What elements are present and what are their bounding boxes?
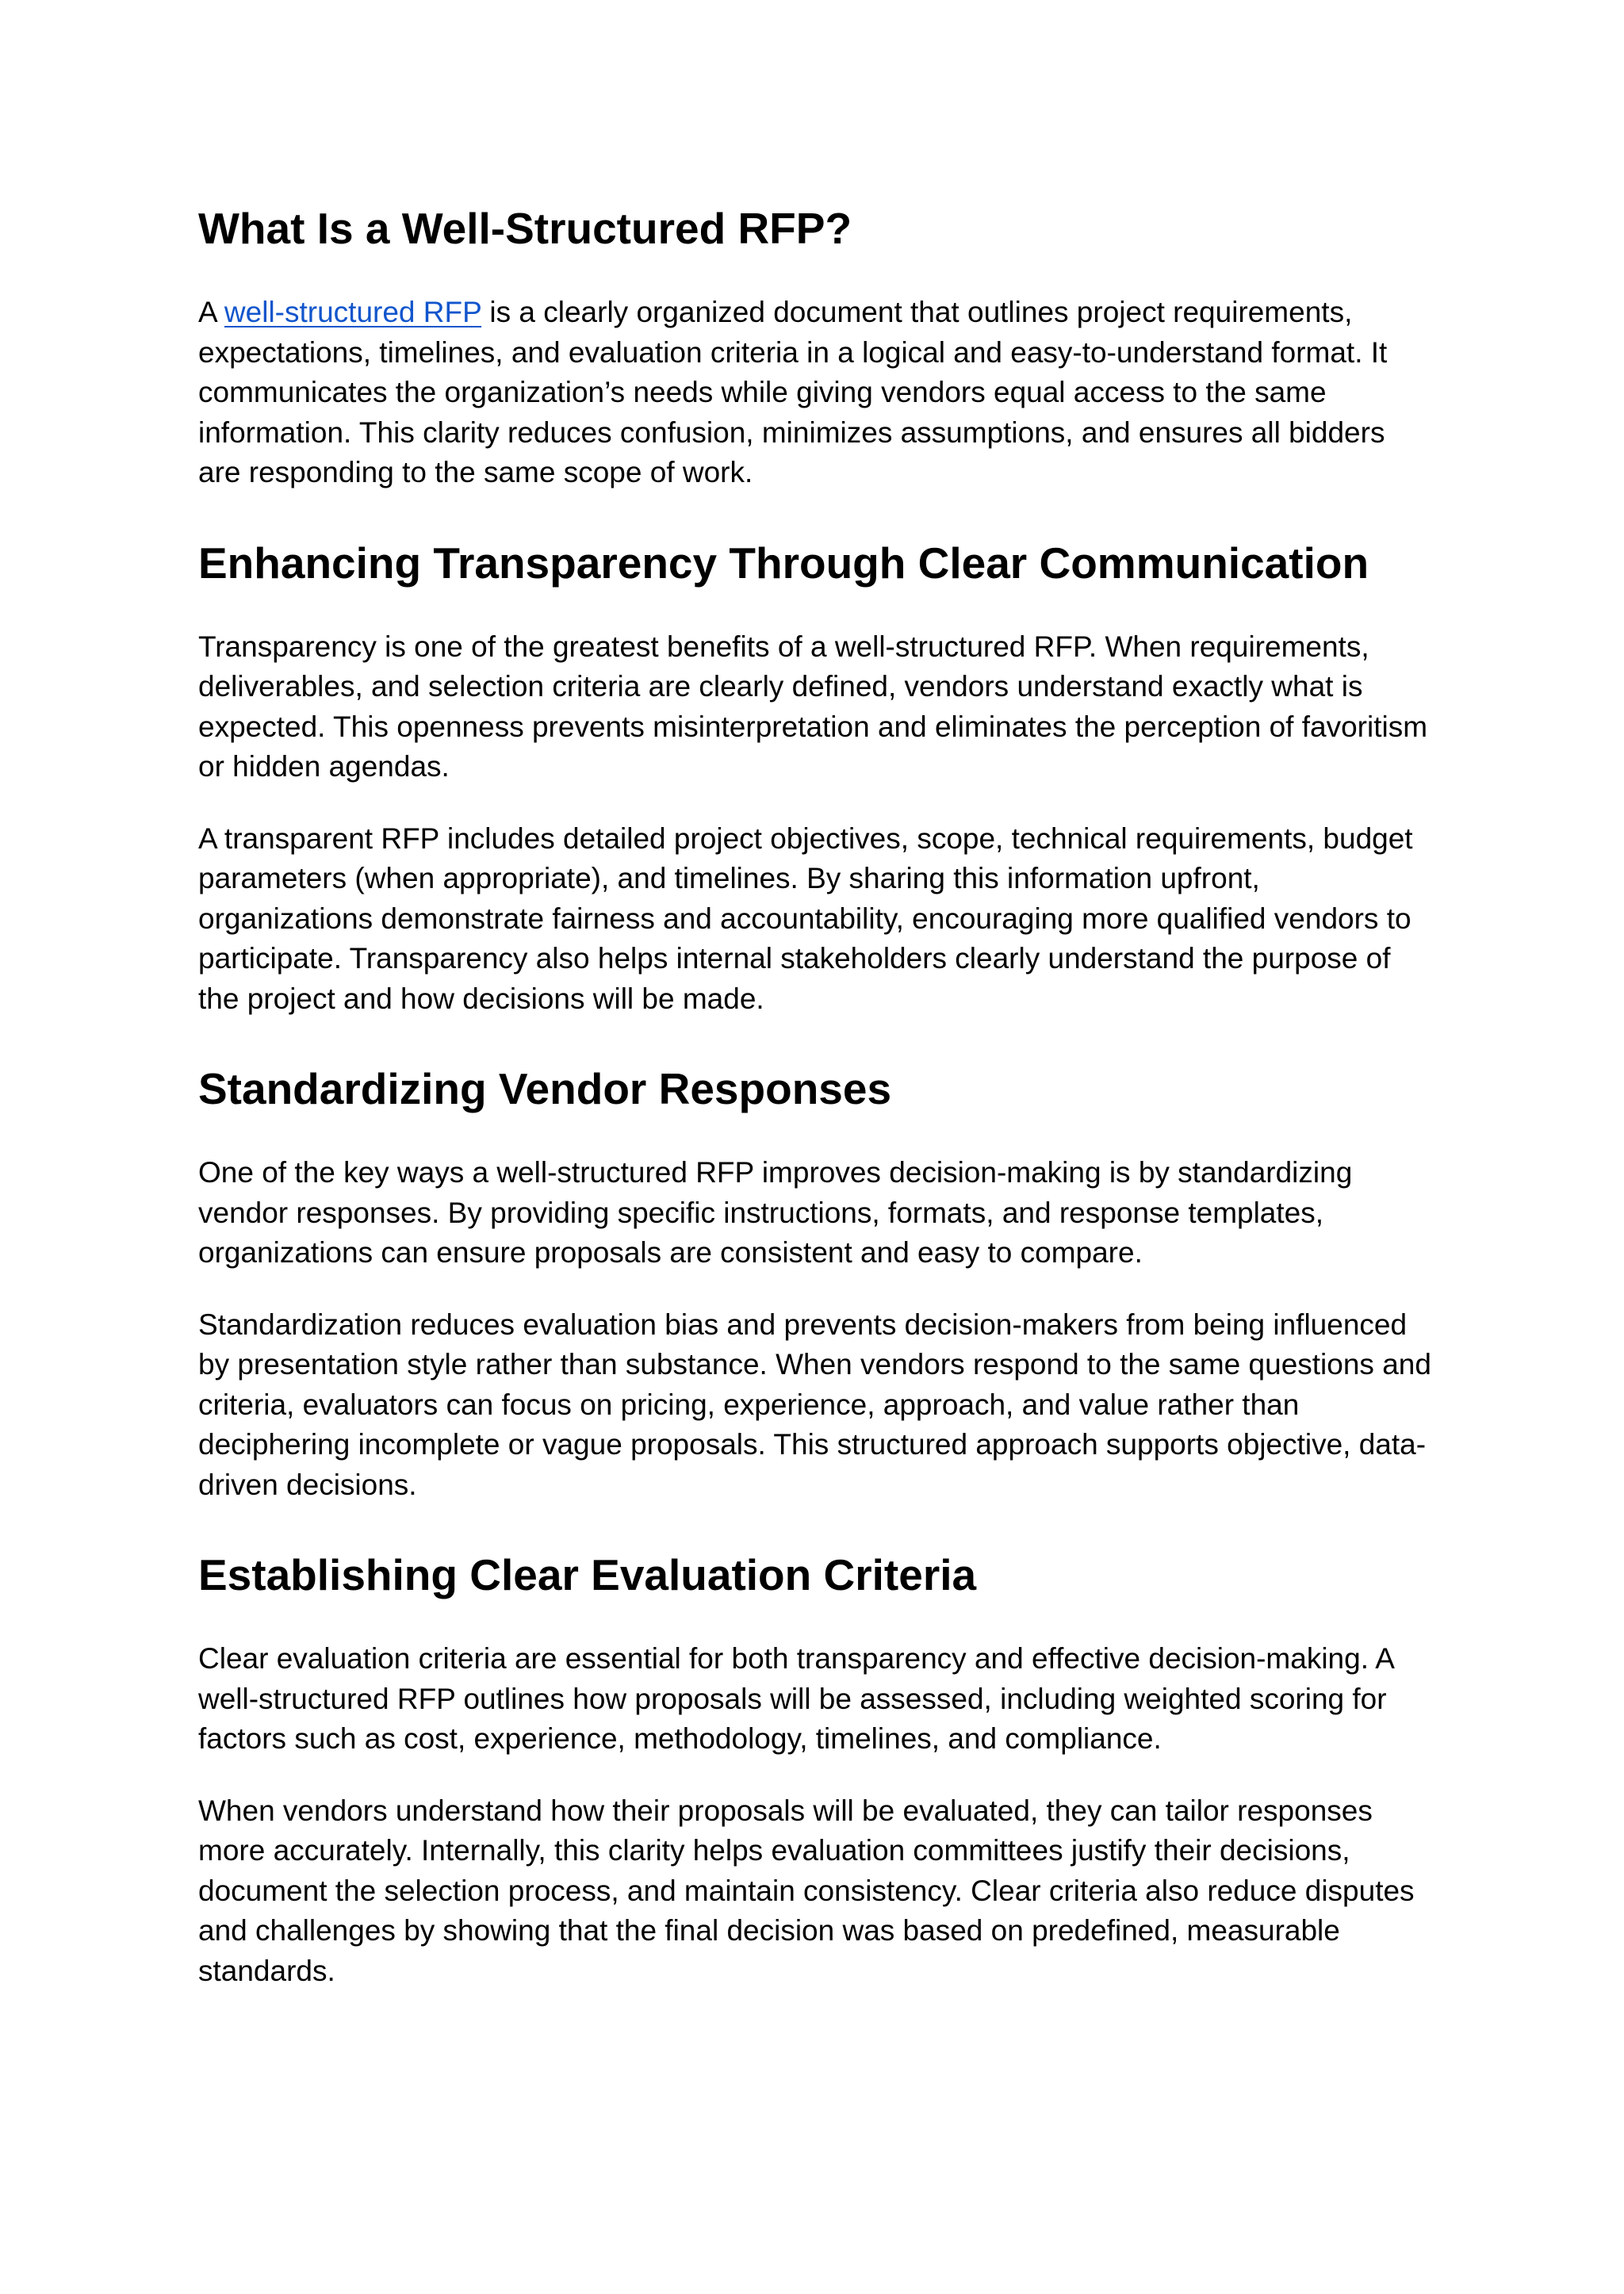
well-structured-rfp-link[interactable]: well-structured RFP — [224, 296, 482, 328]
body-paragraph — [198, 293, 1434, 493]
section-standardizing — [198, 1059, 1434, 1505]
section-what-is-rfp — [198, 198, 1434, 493]
body-paragraph: When vendors understand how their proposals will be evaluated, they can tailor responses more accurately. Internally, this clarity helps evaluation committees justify their decisions, document the selection process, and maintain consistency. Clear criteria also reduce disputes and challenges by showing that the final decision was based on predefined, measurable standards. — [198, 1794, 1415, 1987]
section-transparency — [198, 533, 1434, 1020]
body-paragraph: Clear evaluation criteria are essential for both transparency and effective decision-making. A well-structured RFP outlines how proposals will be assessed, including weighted scoring for factors such as cost, experience, methodology, timelines, and compliance. — [198, 1642, 1393, 1755]
body-paragraph: One of the key ways a well-structured RFP improves decision-making is by standardizing vendor responses. By providing specific instructions, formats, and response templates, organizations can ensure proposals are consistent and easy to compare. — [198, 1156, 1353, 1269]
paragraph-prefix: A — [198, 296, 224, 328]
body-paragraph: A transparent RFP includes detailed project objectives, scope, technical requirements, budget parameters (when appropriate), and timelines. By sharing this information upfront, organizations demonstrate fairness and accountability, encouraging more qualified vendors to participate. Transparency also helps internal stakeholders clearly understand the purpose of the project and how decisions will be made. — [198, 821, 1413, 1015]
section-heading: Standardizing Vendor Responses — [198, 1064, 892, 1113]
section-heading: What Is a Well-Structured RFP? — [198, 204, 852, 253]
section-heading: Enhancing Transparency Through Clear Communication — [198, 538, 1369, 588]
section-heading: Establishing Clear Evaluation Criteria — [198, 1550, 977, 1599]
paragraph-text: is a clearly organized document that outlines project requirements, expectations, timelines, and evaluation criteria in a logical and easy-to-understand format. It communicates the organization’s needs while giving vendors equal access to the same information. This clarity reduces confusion, minimizes assumptions, and ensures all bidders are responding to the same scope of work. — [198, 296, 1388, 488]
body-paragraph: Standardization reduces evaluation bias and prevents decision-makers from being influenced by presentation style rather than substance. When vendors respond to the same questions and criteria, evaluators can focus on pricing, experience, approach, and value rather than deciphering incomplete or vague proposals. This structured approach supports objective, data-driven decisions. — [198, 1308, 1431, 1501]
section-evaluation-criteria — [198, 1545, 1434, 1991]
body-paragraph: Transparency is one of the greatest benefits of a well-structured RFP. When requirements, deliverables, and selection criteria are clearly defined, vendors understand exactly what is expected. This openness prevents misinterpretation and eliminates the perception of favoritism or hidden agendas. — [198, 630, 1428, 783]
